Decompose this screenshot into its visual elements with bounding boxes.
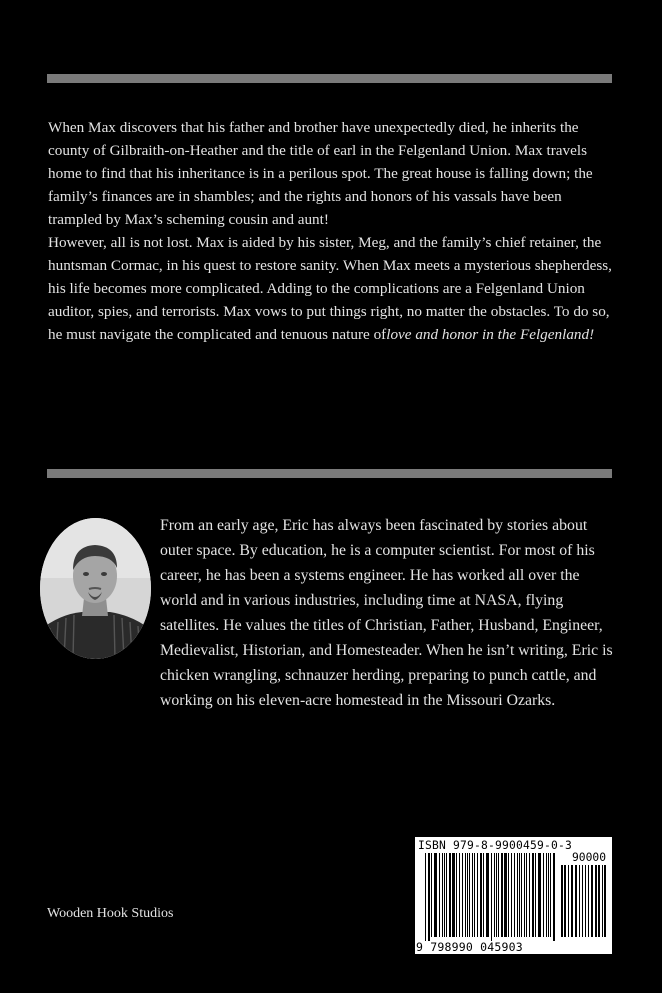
middle-divider <box>47 469 612 478</box>
barcode-bar <box>575 865 577 937</box>
barcode-bar <box>579 865 580 937</box>
barcode-bar <box>532 853 534 937</box>
barcode-bar <box>452 853 455 937</box>
barcode-bar <box>477 853 478 937</box>
barcode-bar <box>561 865 563 937</box>
barcode-bar <box>462 853 463 937</box>
barcode-bar <box>428 853 430 941</box>
ean-digits: 9 798990 045903 <box>416 940 523 954</box>
author-portrait-image <box>40 518 151 659</box>
barcode-bar <box>486 853 489 937</box>
barcode-bar <box>604 865 606 937</box>
barcode-bar <box>595 865 597 937</box>
barcode-bar <box>553 853 555 941</box>
barcode-bar <box>431 853 432 937</box>
barcode-bar <box>483 853 484 937</box>
barcode-bar <box>543 853 544 937</box>
barcode-bar <box>535 853 536 937</box>
barcode-bar <box>546 853 547 937</box>
top-divider <box>47 74 612 83</box>
barcode-bar <box>449 853 451 937</box>
barcode-bar <box>591 865 593 937</box>
barcode-bar <box>434 853 437 937</box>
barcode-bar <box>444 853 445 937</box>
author-bio: From an early age, Eric has always been fascinated by stories about outer space. By education, he is a computer scientist. For most of his career, he has been a systems engineer. He has worked all over the world and in various industries, including time at NASA, flying satellites. He values the titles of Christian, Father, Husband, Engineer, Medievalist, Historian, and Homesteader. When he isn’t writing, Eric is chicken wrangling, schnauzer herding, preparing to punch cattle, and working on his eleven-acre homestead in the Missouri Ozarks. <box>160 517 613 709</box>
barcode-bar <box>588 865 589 937</box>
barcode-bar <box>494 853 495 937</box>
barcode-bar <box>571 865 573 937</box>
barcode-bar <box>465 853 466 937</box>
price-code: 90000 <box>571 851 606 864</box>
barcode-bar <box>524 853 525 937</box>
barcode-bar <box>526 853 527 937</box>
synopsis-italic-tagline: love and honor in the Felgenland! <box>386 326 595 343</box>
publisher-name: Wooden Hook Studios <box>47 906 174 921</box>
barcode-bar <box>439 853 440 937</box>
barcode-bar <box>459 853 460 937</box>
barcode-bar <box>496 853 497 937</box>
barcode-bar <box>511 853 512 937</box>
barcode-bar <box>480 853 482 937</box>
barcode-bar <box>550 853 551 937</box>
isbn-barcode <box>415 837 612 954</box>
barcode-bar <box>602 865 603 937</box>
barcode-bar <box>514 853 515 937</box>
barcode-bar <box>517 853 518 937</box>
synopsis-paragraph-2-text: However, all is not lost. Max is aided by his sister, Meg, and the family’s chief retainer, the huntsman Cormac, in his quest to restore sanity. When Max meets a mysterious shepherdess, his life becomes more complicated. Adding to the complications are a Felgenland Union auditor, spies, and terrorists. Max vows to put things right, no matter the obstacles. To do so, he must navigate the complicated and tenuous nature of <box>48 234 612 343</box>
barcode-bar <box>456 853 457 937</box>
barcode-bar <box>585 865 586 937</box>
synopsis-paragraph-1: When Max discovers that his father and brother have unexpectedly died, he inherits the county of Gilbraith-on-Heather and the title of earl in the Felgenland Union. Max travels home to find that his inheritance is in a perilous spot. The great house is falling down; the family’s finances are in shambles; and the rights and honors of his vassals have been trampled by Max’s scheming cousin and aunt! <box>48 119 593 228</box>
barcode-bar <box>498 853 499 937</box>
barcode-bar <box>501 853 503 937</box>
barcode-bar <box>491 853 492 941</box>
barcode-bar <box>548 853 549 937</box>
barcode-bar <box>521 853 522 937</box>
barcode-bar <box>469 853 470 937</box>
synopsis-paragraph-2 <box>48 231 613 346</box>
barcode-bar <box>472 853 473 937</box>
barcode-bar <box>519 853 520 937</box>
barcode-bar <box>564 865 566 937</box>
barcode-bar <box>442 853 443 937</box>
barcode-bar <box>467 853 468 937</box>
barcode-bar <box>504 853 507 937</box>
barcode-bar <box>508 853 509 937</box>
barcode-bar <box>529 853 530 937</box>
barcode-bar <box>582 865 583 937</box>
barcode-bar <box>568 865 569 937</box>
barcode-bar <box>474 853 475 937</box>
barcode-bar <box>538 853 541 937</box>
barcode-bar <box>598 865 600 937</box>
book-synopsis <box>48 116 613 346</box>
barcode-bar <box>425 853 426 941</box>
barcode-bar <box>446 853 447 937</box>
isbn-label: ISBN 979-8-9900459-0-3 <box>418 839 573 852</box>
author-portrait <box>40 518 151 659</box>
